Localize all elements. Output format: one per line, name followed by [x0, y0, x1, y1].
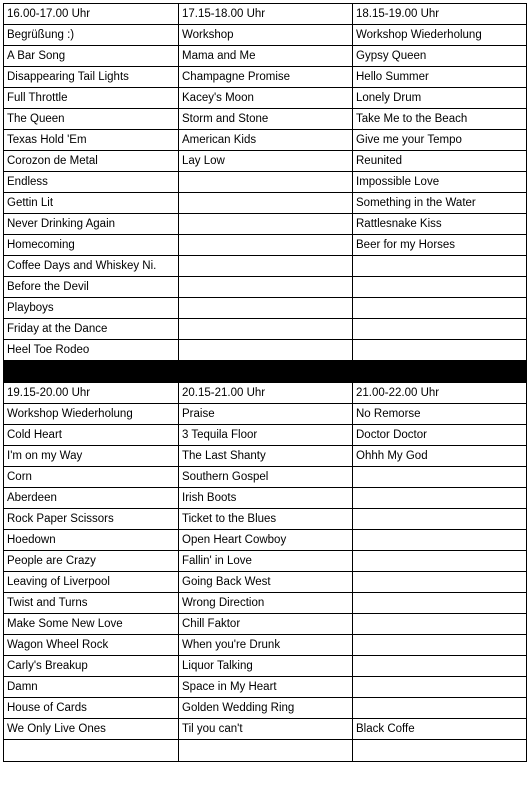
song-cell: No Remorse	[353, 404, 527, 425]
table-row	[4, 719, 527, 740]
song-cell: House of Cards	[4, 698, 179, 719]
song-cell: Hoedown	[4, 530, 179, 551]
song-cell: Gypsy Queen	[353, 46, 527, 67]
song-cell: Twist and Turns	[4, 593, 179, 614]
song-cell: Going Back West	[179, 572, 353, 593]
song-cell: The Queen	[4, 109, 179, 130]
table-row	[4, 340, 527, 361]
song-cell	[179, 214, 353, 235]
song-cell: Friday at the Dance	[4, 319, 179, 340]
song-cell: Ticket to the Blues	[179, 509, 353, 530]
song-cell	[353, 656, 527, 677]
song-cell: Leaving of Liverpool	[4, 572, 179, 593]
song-cell: Reunited	[353, 151, 527, 172]
song-cell: Homecoming	[4, 235, 179, 256]
time-slot-header: 16.00-17.00 Uhr	[4, 4, 179, 25]
song-cell: Coffee Days and Whiskey Ni.	[4, 256, 179, 277]
song-cell: Irish Boots	[179, 488, 353, 509]
time-slot-header: 17.15-18.00 Uhr	[179, 4, 353, 25]
song-cell: A Bar Song	[4, 46, 179, 67]
time-slot-header: 18.15-19.00 Uhr	[353, 4, 527, 25]
song-cell: Ohhh My God	[353, 446, 527, 467]
song-cell: We Only Live Ones	[4, 719, 179, 740]
song-cell	[353, 488, 527, 509]
table-row	[4, 635, 527, 656]
schedule-table	[3, 3, 527, 762]
song-cell: Beer for my Horses	[353, 235, 527, 256]
song-cell: Corn	[4, 467, 179, 488]
table-row	[4, 193, 527, 214]
song-cell	[353, 614, 527, 635]
header-row	[4, 4, 527, 25]
song-cell: Something in the Water	[353, 193, 527, 214]
table-row	[4, 656, 527, 677]
table-row	[4, 277, 527, 298]
song-cell: Playboys	[4, 298, 179, 319]
table-row	[4, 151, 527, 172]
song-cell	[353, 677, 527, 698]
song-cell	[353, 256, 527, 277]
song-cell	[353, 319, 527, 340]
song-cell	[353, 593, 527, 614]
schedule-body	[4, 4, 527, 762]
song-cell: Workshop Wiederholung	[4, 404, 179, 425]
song-cell: Wrong Direction	[179, 593, 353, 614]
song-cell: Before the Devil	[4, 277, 179, 298]
song-cell	[353, 698, 527, 719]
song-cell: Texas Hold 'Em	[4, 130, 179, 151]
song-cell: Fallin' in Love	[179, 551, 353, 572]
table-row	[4, 235, 527, 256]
song-cell	[353, 740, 527, 762]
song-cell	[353, 551, 527, 572]
song-cell: Golden Wedding Ring	[179, 698, 353, 719]
table-row	[4, 109, 527, 130]
song-cell: Disappearing Tail Lights	[4, 67, 179, 88]
block-separator	[4, 361, 527, 383]
song-cell: Champagne Promise	[179, 67, 353, 88]
table-row	[4, 446, 527, 467]
song-cell	[353, 467, 527, 488]
song-cell	[179, 340, 353, 361]
song-cell	[179, 740, 353, 762]
song-cell: Workshop	[179, 25, 353, 46]
table-row	[4, 88, 527, 109]
song-cell: Corozon de Metal	[4, 151, 179, 172]
song-cell	[179, 235, 353, 256]
song-cell	[353, 530, 527, 551]
table-row	[4, 698, 527, 719]
song-cell	[4, 740, 179, 762]
song-cell: Workshop Wiederholung	[353, 25, 527, 46]
song-cell: Mama and Me	[179, 46, 353, 67]
table-row	[4, 677, 527, 698]
song-cell: Storm and Stone	[179, 109, 353, 130]
song-cell	[353, 340, 527, 361]
song-cell: Rattlesnake Kiss	[353, 214, 527, 235]
song-cell: Wagon Wheel Rock	[4, 635, 179, 656]
song-cell: The Last Shanty	[179, 446, 353, 467]
song-cell: Lay Low	[179, 151, 353, 172]
song-cell: Chill Faktor	[179, 614, 353, 635]
song-cell: Cold Heart	[4, 425, 179, 446]
song-cell	[353, 635, 527, 656]
song-cell: Til you can't	[179, 719, 353, 740]
table-row	[4, 488, 527, 509]
song-cell: Full Throttle	[4, 88, 179, 109]
song-cell: Open Heart Cowboy	[179, 530, 353, 551]
header-row	[4, 383, 527, 404]
song-cell	[179, 193, 353, 214]
table-row	[4, 551, 527, 572]
time-slot-header: 20.15-21.00 Uhr	[179, 383, 353, 404]
song-cell: People are Crazy	[4, 551, 179, 572]
song-cell: Make Some New Love	[4, 614, 179, 635]
song-cell: Hello Summer	[353, 67, 527, 88]
song-cell	[179, 298, 353, 319]
song-cell: Space in My Heart	[179, 677, 353, 698]
song-cell: When you're Drunk	[179, 635, 353, 656]
song-cell: Doctor Doctor	[353, 425, 527, 446]
song-cell: Never Drinking Again	[4, 214, 179, 235]
song-cell	[179, 319, 353, 340]
song-cell: Carly's Breakup	[4, 656, 179, 677]
table-row	[4, 740, 527, 762]
table-row	[4, 172, 527, 193]
song-cell: Damn	[4, 677, 179, 698]
song-cell: Gettin Lit	[4, 193, 179, 214]
song-cell: 3 Tequila Floor	[179, 425, 353, 446]
song-cell: Southern Gospel	[179, 467, 353, 488]
table-row	[4, 67, 527, 88]
song-cell: I'm on my Way	[4, 446, 179, 467]
table-row	[4, 425, 527, 446]
table-row	[4, 214, 527, 235]
song-cell: Endless	[4, 172, 179, 193]
song-cell: Begrüßung :)	[4, 25, 179, 46]
song-cell: Black Coffe	[353, 719, 527, 740]
table-row	[4, 319, 527, 340]
song-cell: Liquor Talking	[179, 656, 353, 677]
song-cell: Praise	[179, 404, 353, 425]
separator-bar	[4, 361, 527, 383]
song-cell: Take Me to the Beach	[353, 109, 527, 130]
song-cell: Give me your Tempo	[353, 130, 527, 151]
song-cell: Aberdeen	[4, 488, 179, 509]
table-row	[4, 46, 527, 67]
table-row	[4, 572, 527, 593]
song-cell	[353, 572, 527, 593]
song-cell	[179, 172, 353, 193]
table-row	[4, 509, 527, 530]
table-row	[4, 404, 527, 425]
table-row	[4, 467, 527, 488]
song-cell: American Kids	[179, 130, 353, 151]
song-cell: Lonely Drum	[353, 88, 527, 109]
time-slot-header: 19.15-20.00 Uhr	[4, 383, 179, 404]
song-cell	[353, 509, 527, 530]
song-cell	[353, 298, 527, 319]
song-cell	[179, 256, 353, 277]
time-slot-header: 21.00-22.00 Uhr	[353, 383, 527, 404]
song-cell: Heel Toe Rodeo	[4, 340, 179, 361]
song-cell: Impossible Love	[353, 172, 527, 193]
table-row	[4, 130, 527, 151]
table-row	[4, 614, 527, 635]
song-cell: Rock Paper Scissors	[4, 509, 179, 530]
table-row	[4, 530, 527, 551]
table-row	[4, 593, 527, 614]
table-row	[4, 298, 527, 319]
song-cell	[179, 277, 353, 298]
song-cell: Kacey's Moon	[179, 88, 353, 109]
table-row	[4, 256, 527, 277]
song-cell	[353, 277, 527, 298]
table-row	[4, 25, 527, 46]
